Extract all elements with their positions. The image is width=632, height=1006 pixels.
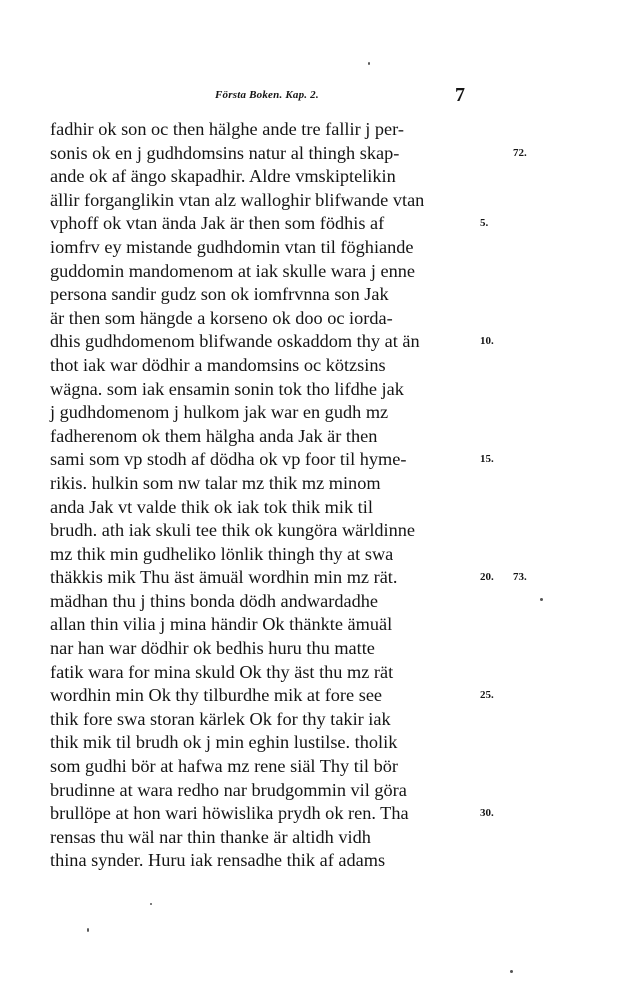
margin-number: 10. (480, 335, 494, 348)
text-line: sonis ok en j gudhdomsins natur al thingh skap- (50, 142, 400, 163)
text-line: thäkkis mik Thu äst ämuäl wordhin min mz rät. (50, 567, 398, 588)
text-line: thik fore swa storan kärlek Ok for thy takir iak (50, 708, 391, 729)
text-line: anda Jak vt valde thik ok iak tok thik mik til (50, 496, 373, 517)
text-line: mz thik min gudheliko lönlik thingh thy at swa (50, 543, 394, 564)
text-line: fatik wara for mina skuld Ok thy äst thu mz rät (50, 661, 394, 682)
text-line: rikis. hulkin som nw talar mz thik mz minom (50, 472, 381, 493)
text-line: fadhir ok son oc then hälghe ande tre fallir j per- (50, 119, 404, 139)
text-line: thik mik til brudh ok j min eghin lustilse. tholik (50, 732, 398, 753)
margin-number: 30. (480, 807, 494, 820)
text-line: j gudhdomenom j hulkom jak war en gudh mz (50, 402, 389, 423)
text-line: brudinne at wara redho nar brudgommin vil göra (50, 779, 407, 800)
scan-speck (87, 928, 89, 932)
scan-speck (150, 903, 152, 905)
margin-number: 73. (513, 571, 527, 584)
text-line: thot iak war dödhir a mandomsins oc kötzsins (50, 354, 386, 375)
scan-speck (368, 62, 370, 65)
margin-number: 5. (480, 217, 489, 230)
margin-number: 20. (480, 571, 494, 584)
margin-number: 15. (480, 453, 494, 466)
text-line: dhis gudhdomenom blifwande oskaddom thy at än (50, 331, 420, 352)
text-line: nar han war dödhir ok bedhis huru thu matte (50, 638, 375, 659)
text-line: wordhin min Ok thy tilburdhe mik at fore see (50, 685, 383, 706)
scan-speck (540, 598, 543, 601)
text-line: sami som vp stodh af dödha ok vp foor til hyme- (50, 449, 407, 470)
text-line: ande ok af ängo skapadhir. Aldre vmskiptelikin (50, 166, 396, 187)
text-line: allan thin vilia j mina händir Ok thänkte ämuäl (50, 614, 393, 635)
text-line: wägna. som iak ensamin sonin tok tho lifdhe jak (50, 378, 404, 399)
margin-number: 72. (513, 146, 527, 159)
text-line: guddomin mandomenom at iak skulle wara j enne (50, 260, 416, 281)
text-line: som gudhi bör at hafwa mz rene siäl Thy til bör (50, 756, 398, 777)
running-head: Första Boken. Kap. 2. (215, 89, 319, 101)
scan-speck (510, 970, 513, 973)
page-number: 7 (455, 84, 465, 106)
text-line: thina synder. Huru iak rensadhe thik af adams (50, 850, 386, 871)
text-line: rensas thu wäl nar thin thanke är altidh vidh (50, 826, 371, 847)
margin-number: 25. (480, 689, 494, 702)
body-text (50, 118, 510, 873)
text-line: ällir forganglikin vtan alz walloghir blifwande vtan (50, 189, 425, 210)
text-line: mädhan thu j thins bonda dödh andwardadhe (50, 590, 378, 611)
text-line: vphoff ok vtan ända Jak är then som födhis af (50, 213, 385, 234)
page-header (0, 84, 632, 108)
text-line: persona sandir gudz son ok iomfrvnna son Jak (50, 284, 389, 305)
text-line: brullöpe at hon wari höwislika prydh ok ren. Tha (50, 803, 409, 824)
text-line: iomfrv ey mistande gudhdomin vtan til föghiande (50, 236, 414, 257)
text-line: är then som hängde a korseno ok doo oc iorda- (50, 307, 393, 328)
text-line: fadherenom ok them hälgha anda Jak är then (50, 425, 378, 446)
text-line: brudh. ath iak skuli tee thik ok kungöra wärldinne (50, 520, 416, 541)
